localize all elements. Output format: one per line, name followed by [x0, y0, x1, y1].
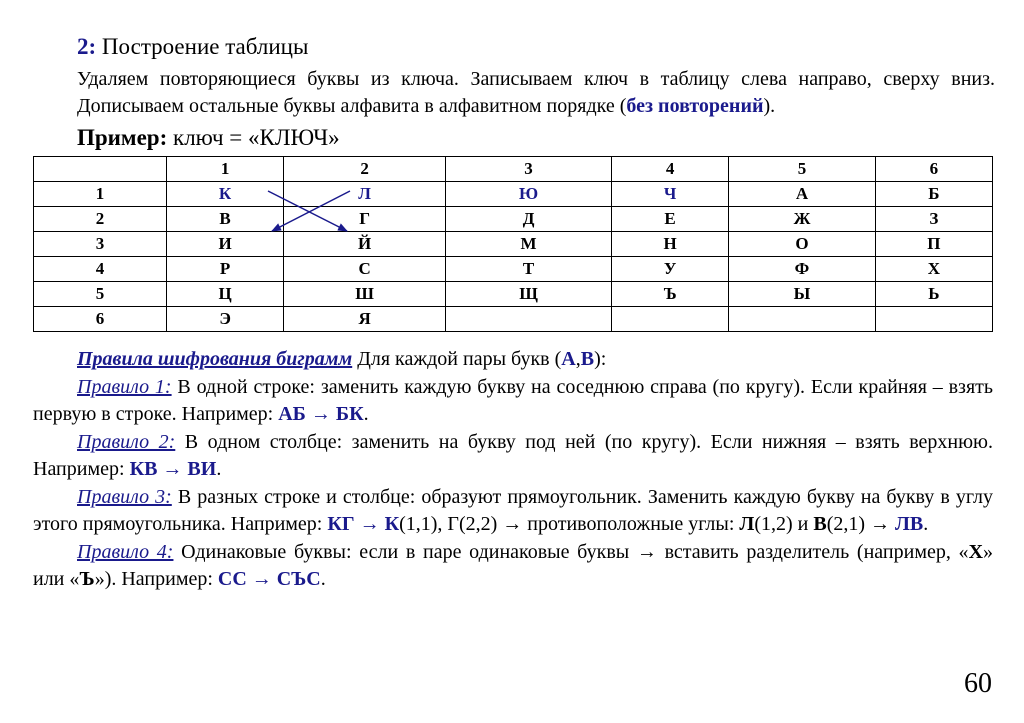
section-title: Построение таблицы	[96, 34, 309, 59]
rule-3-v: В	[813, 513, 827, 535]
table-row	[34, 257, 993, 282]
rule-1	[33, 374, 993, 429]
letter-cell: Ъ	[612, 282, 729, 307]
rule-2-example: КВ → ВИ	[129, 458, 217, 480]
letter-cell: Ф	[729, 257, 876, 282]
letter-cell: Р	[167, 257, 284, 282]
letter-cell: К	[167, 182, 284, 207]
section-number: 2:	[77, 34, 97, 59]
letter-cell: Т	[446, 257, 612, 282]
letter-cell: М	[446, 232, 612, 257]
rule-4-end: .	[320, 568, 326, 590]
intro-text: Удаляем повторяющиеся буквы из ключа. Записываем ключ в таблицу слева направо, сверху вниз. Дописываем остальные буквы алфавита в алфавитном порядке (	[77, 68, 995, 117]
rule-3-text-3: (1,2) и	[754, 513, 814, 535]
rule-2-name: Правило 2:	[77, 430, 176, 453]
letter-cell	[729, 307, 876, 332]
section-heading	[77, 34, 308, 60]
letter-cell: Э	[167, 307, 284, 332]
letter-cell: П	[875, 232, 992, 257]
letter-cell: Л	[284, 182, 446, 207]
table-row	[34, 207, 993, 232]
letter-cell: О	[729, 232, 876, 257]
column-number-cell: 2	[284, 157, 446, 182]
pair-end: ):	[594, 348, 607, 370]
rule-3-example: КГ → К	[327, 513, 400, 535]
no-repeats-highlight: без повторений	[626, 95, 764, 117]
intro-paragraph	[77, 66, 995, 120]
rule-3-name: Правило 3:	[77, 485, 172, 508]
rule-1-text: В одной строке: заменить каждую букву на соседнюю справа (по кругу). Если крайняя – взять первую в строке. Например:	[33, 375, 993, 425]
letter-cell: Ю	[446, 182, 612, 207]
rules-title: Правила шифрования биграмм	[77, 348, 353, 370]
letter-cell: Е	[612, 207, 729, 232]
letter-cell: А	[729, 182, 876, 207]
letter-cell: Ж	[729, 207, 876, 232]
example-label: Пример:	[77, 125, 168, 150]
rule-4-name: Правило 4:	[77, 540, 174, 563]
letter-cell: Д	[446, 207, 612, 232]
column-number-cell: 6	[875, 157, 992, 182]
letter-cell	[875, 307, 992, 332]
table-row	[34, 307, 993, 332]
letter-cell: Н	[612, 232, 729, 257]
letter-cell: Ч	[612, 182, 729, 207]
letter-cell: Я	[284, 307, 446, 332]
rule-4-text-2: » или «	[33, 540, 994, 590]
row-number-cell: 5	[34, 282, 167, 307]
column-number-cell: 1	[167, 157, 284, 182]
rule-3-l: Л	[739, 513, 755, 535]
example-line	[77, 125, 340, 151]
column-number-cell: 3	[446, 157, 612, 182]
letter-cell: З	[875, 207, 992, 232]
intro-tail: ).	[763, 95, 776, 117]
column-number-cell: 5	[729, 157, 876, 182]
letter-cell: С	[284, 257, 446, 282]
cipher-table	[33, 156, 993, 332]
letter-cell: Ш	[284, 282, 446, 307]
rule-2-text: В одном столбце: заменить на букву под ней (по кругу). Если нижняя – взять верхнюю. Например:	[33, 430, 994, 480]
row-number-cell: 6	[34, 307, 167, 332]
pair-a: А	[561, 348, 576, 370]
rule-4-x: Х	[968, 540, 984, 563]
table-row	[34, 282, 993, 307]
table-row	[34, 232, 993, 257]
row-number-cell: 3	[34, 232, 167, 257]
pair-b: В	[580, 348, 595, 370]
example-text: ключ = «КЛЮЧ»	[167, 125, 340, 150]
rule-3-result: ЛВ	[895, 513, 924, 535]
row-number-cell: 1	[34, 182, 167, 207]
rule-1-name: Правило 1:	[77, 375, 172, 398]
letter-cell	[446, 307, 612, 332]
rule-4-hard-sign: Ъ	[79, 568, 95, 590]
table-row	[34, 182, 993, 207]
rule-4	[33, 539, 993, 594]
letter-cell: Ь	[875, 282, 992, 307]
letter-cell	[612, 307, 729, 332]
table-header-row	[34, 157, 993, 182]
rule-3	[33, 484, 993, 539]
row-number-cell: 2	[34, 207, 167, 232]
rules-title-tail: Для каждой пары букв (	[352, 348, 562, 370]
column-number-cell: 4	[612, 157, 729, 182]
letter-cell: Х	[875, 257, 992, 282]
letter-cell: Г	[284, 207, 446, 232]
page-number: 60	[964, 668, 992, 699]
rule-2-end: .	[216, 458, 222, 480]
row-number-cell: 4	[34, 257, 167, 282]
rule-3-end: .	[923, 513, 929, 535]
rules-intro	[33, 346, 993, 374]
letter-cell: Ц	[167, 282, 284, 307]
rule-4-text-3: »). Например:	[94, 568, 218, 590]
rule-1-end: .	[363, 403, 369, 425]
rules-block	[33, 346, 993, 594]
letter-cell: Ы	[729, 282, 876, 307]
rule-3-text: В разных строке и столбце: образуют прямоугольник. Заменить каждую букву на букву в углу этого прямоугольника. Например:	[33, 485, 993, 535]
letter-cell: Й	[284, 232, 446, 257]
letter-cell: И	[167, 232, 284, 257]
rule-3-text-4: (2,1) →	[826, 513, 896, 535]
letter-cell: Б	[875, 182, 992, 207]
rule-4-example: СС → СЪС	[217, 568, 321, 590]
letter-cell: Щ	[446, 282, 612, 307]
rule-3-text-2: (1,1), Г(2,2) → противоположные углы:	[399, 513, 740, 535]
letter-cell: В	[167, 207, 284, 232]
row-number-cell	[34, 157, 167, 182]
rule-1-example: АБ → БК	[278, 403, 364, 425]
pair-sep: ,	[575, 348, 581, 370]
rule-4-text: Одинаковые буквы: если в паре одинаковые буквы → вставить разделитель (например, «	[173, 540, 969, 563]
letter-cell: У	[612, 257, 729, 282]
rule-2	[33, 429, 993, 484]
